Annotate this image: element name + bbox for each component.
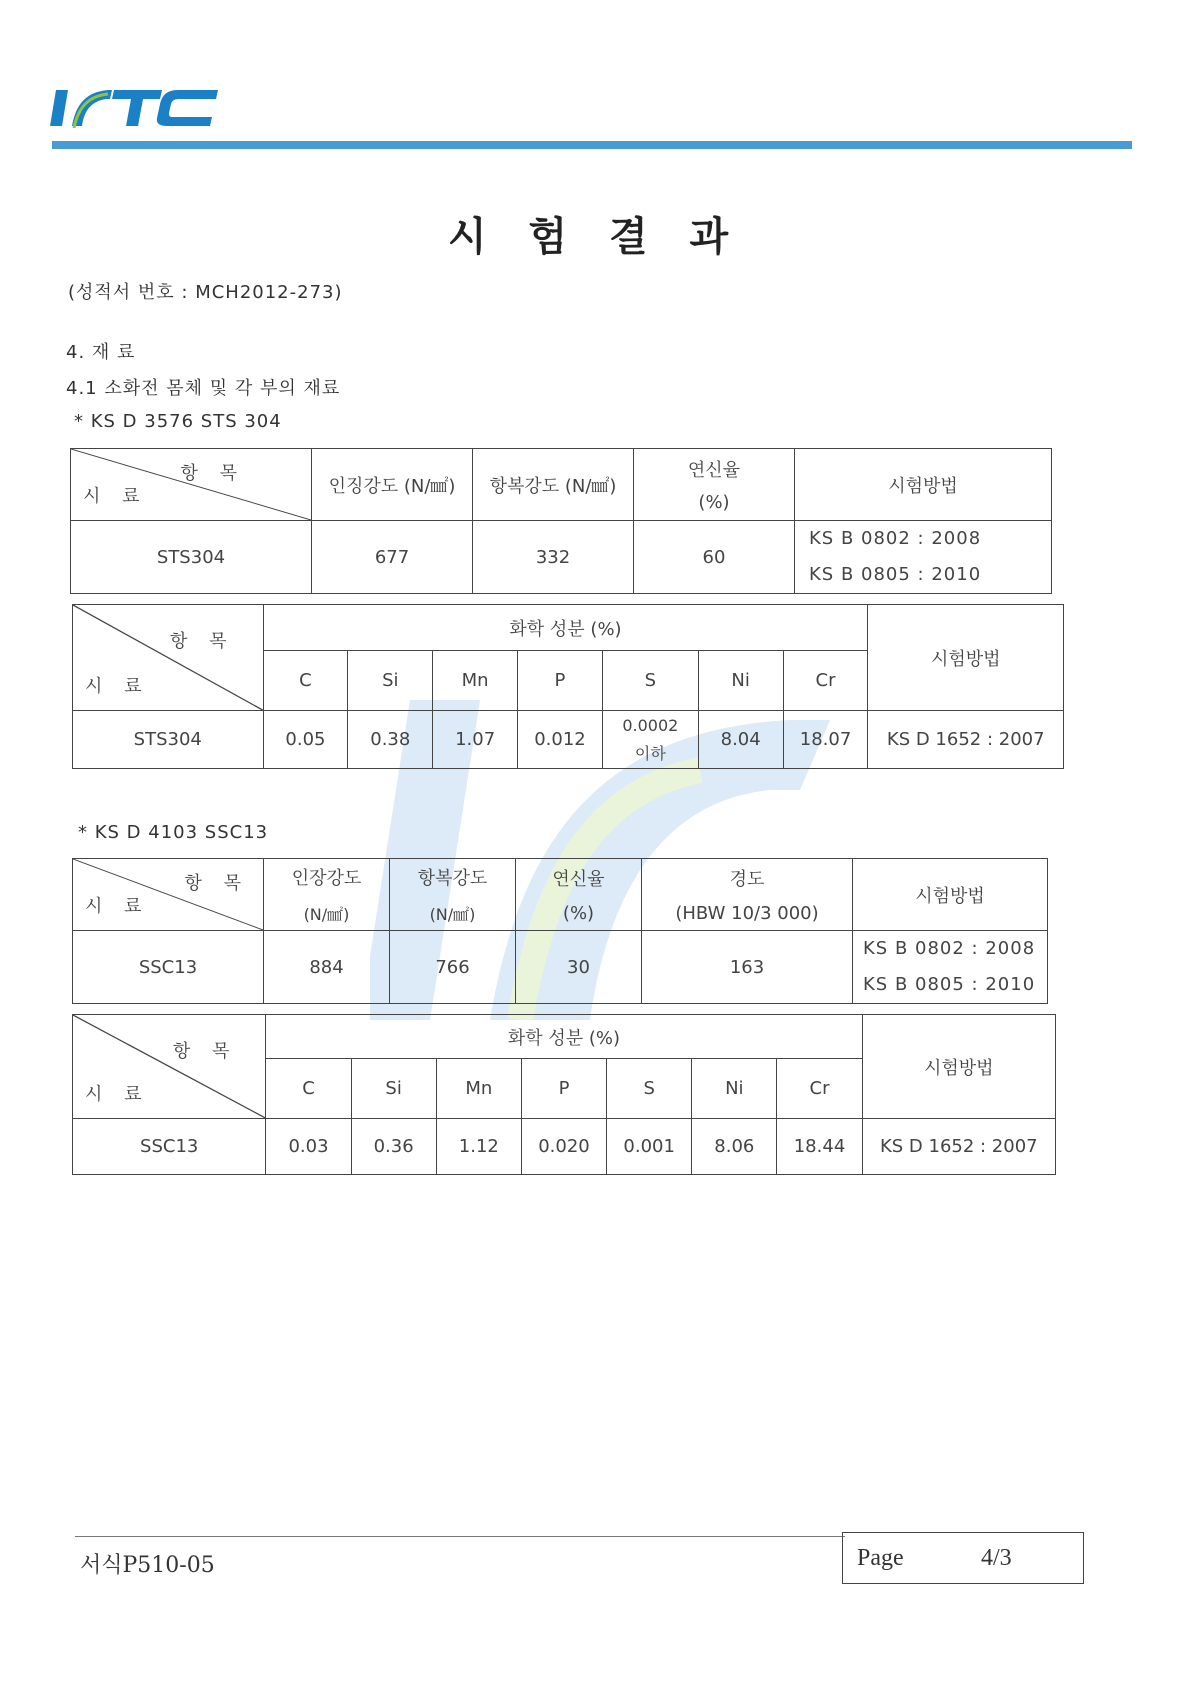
page-title: 시 험 결 과 xyxy=(447,214,743,260)
value-cr: 18.07 xyxy=(783,711,868,769)
page-number: 4/3 xyxy=(981,1545,1012,1571)
form-code: 서식P510-05 xyxy=(80,1553,215,1578)
method-value xyxy=(795,521,1052,594)
sample-cell: STS304 xyxy=(71,521,312,594)
element-si: Si xyxy=(348,651,433,711)
method-line-2: KS B 0805 : 2010 xyxy=(809,564,982,585)
chemical-header: 화학 성분 (%) xyxy=(263,605,868,651)
elongation-header xyxy=(516,859,642,931)
element-mn: Mn xyxy=(436,1059,521,1119)
report-number: (성적서 번호 : MCH2012-273) xyxy=(68,282,343,303)
value-si: 0.36 xyxy=(351,1119,436,1175)
method-header: 시험방법 xyxy=(868,605,1064,711)
tensile-header-line2: (N/㎟) xyxy=(303,905,350,924)
hardness-header-line2: (HBW 10/3 000) xyxy=(675,903,819,924)
value-p: 0.012 xyxy=(518,711,603,769)
element-c: C xyxy=(263,651,348,711)
tensile-header xyxy=(264,859,390,931)
item-label: 항 목 xyxy=(184,873,249,894)
yield-header-line2: (N/㎟) xyxy=(429,905,476,924)
tensile-header: 인징강도 (N/㎟) xyxy=(312,449,473,521)
footer-divider xyxy=(75,1536,845,1537)
page-box xyxy=(842,1532,1084,1584)
chemical-table-ssc13 xyxy=(72,1014,1056,1175)
ktc-logo xyxy=(50,82,220,132)
subsection-heading: 4.1 소화전 몸체 및 각 부의 재료 xyxy=(66,378,341,399)
diagonal-header-cell xyxy=(71,449,312,521)
header-bar xyxy=(52,141,1132,149)
sample-label: 시 료 xyxy=(85,1084,150,1105)
value-s-line1: 0.0002 xyxy=(622,715,679,735)
sample-label: 시 료 xyxy=(83,486,148,507)
value-c: 0.03 xyxy=(266,1119,351,1175)
sample-label: 시 료 xyxy=(85,896,150,917)
method-header: 시험방법 xyxy=(795,449,1052,521)
element-s: S xyxy=(607,1059,692,1119)
sample-cell: SSC13 xyxy=(73,1119,266,1175)
value-s-line2: 이하 xyxy=(634,743,666,763)
method-line-1: KS B 0802 : 2008 xyxy=(863,938,1036,959)
element-p: P xyxy=(521,1059,606,1119)
yield-header-line1: 항복강도 xyxy=(417,868,488,889)
elongation-header-line2: (%) xyxy=(698,492,730,513)
diagonal-header-cell xyxy=(73,605,264,711)
page-label: Page xyxy=(857,1545,904,1571)
item-label: 항 목 xyxy=(180,463,245,484)
value-ni: 8.04 xyxy=(698,711,783,769)
sample-label: 시 료 xyxy=(85,676,150,697)
mechanical-table-ssc13 xyxy=(72,858,1048,1004)
elongation-header-line1: 연신율 xyxy=(552,869,605,890)
yield-header xyxy=(390,859,516,931)
element-cr: Cr xyxy=(777,1059,862,1119)
element-ni: Ni xyxy=(692,1059,777,1119)
tensile-header-line1: 인장강도 xyxy=(291,868,362,889)
mechanical-table-sts304 xyxy=(70,448,1052,594)
element-c: C xyxy=(266,1059,351,1119)
item-label: 항 목 xyxy=(170,631,235,652)
elongation-header-line1: 연신율 xyxy=(687,460,741,481)
tensile-value: 884 xyxy=(264,931,390,1004)
value-c: 0.05 xyxy=(263,711,348,769)
method-header: 시험방법 xyxy=(862,1015,1055,1119)
value-cr: 18.44 xyxy=(777,1119,862,1175)
hardness-value: 163 xyxy=(642,931,853,1004)
method-value: KS D 1652 : 2007 xyxy=(862,1119,1055,1175)
yield-header: 항복강도 (N/㎟) xyxy=(473,449,634,521)
elongation-value: 30 xyxy=(516,931,642,1004)
section-heading: 4. 재 료 xyxy=(66,342,136,363)
value-mn: 1.07 xyxy=(433,711,518,769)
elongation-header xyxy=(634,449,795,521)
diagonal-header-cell xyxy=(73,859,264,931)
value-s: 0.001 xyxy=(607,1119,692,1175)
spec-label-2: * KS D 4103 SSC13 xyxy=(78,822,269,843)
element-mn: Mn xyxy=(433,651,518,711)
element-si: Si xyxy=(351,1059,436,1119)
method-value: KS D 1652 : 2007 xyxy=(868,711,1064,769)
chemical-table-sts304 xyxy=(72,604,1064,769)
value-p: 0.020 xyxy=(521,1119,606,1175)
diagonal-header-cell xyxy=(73,1015,266,1119)
item-label: 항 목 xyxy=(172,1041,238,1062)
sample-cell: STS304 xyxy=(73,711,264,769)
method-line-2: KS B 0805 : 2010 xyxy=(863,974,1036,995)
method-line-1: KS B 0802 : 2008 xyxy=(809,528,982,549)
elongation-value: 60 xyxy=(634,521,795,594)
elongation-header-line2: (%) xyxy=(562,903,595,924)
method-header: 시험방법 xyxy=(853,859,1048,931)
sample-cell: SSC13 xyxy=(73,931,264,1004)
hardness-header-line1: 경도 xyxy=(729,869,765,890)
tensile-value: 677 xyxy=(312,521,473,594)
value-si: 0.38 xyxy=(348,711,433,769)
element-ni: Ni xyxy=(698,651,783,711)
yield-value: 332 xyxy=(473,521,634,594)
method-value xyxy=(853,931,1048,1004)
chemical-header: 화학 성분 (%) xyxy=(266,1015,862,1059)
value-ni: 8.06 xyxy=(692,1119,777,1175)
value-mn: 1.12 xyxy=(436,1119,521,1175)
spec-label-1: * KS D 3576 STS 304 xyxy=(74,411,282,432)
element-s: S xyxy=(602,651,698,711)
yield-value: 766 xyxy=(390,931,516,1004)
value-s xyxy=(602,711,698,769)
element-p: P xyxy=(518,651,603,711)
element-cr: Cr xyxy=(783,651,868,711)
hardness-header xyxy=(642,859,853,931)
